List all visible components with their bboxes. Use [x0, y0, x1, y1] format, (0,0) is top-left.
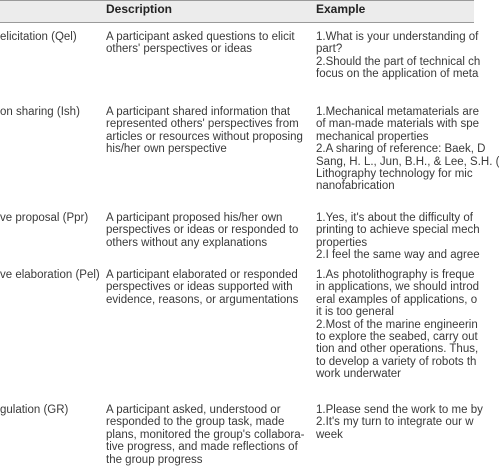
row-gr-description: A participant asked, understood or responded to the group task, made plans, monitored the group's collabora- tive progress, and made reflections of the group progress — [106, 404, 305, 466]
row-pel-code: ve elaboration (Pel) — [0, 269, 100, 281]
top-rule — [0, 0, 474, 1]
row-pel-description: A participant elaborated or responded perspectives or ideas supported with evidence, reasons, or argumentations — [106, 269, 299, 306]
row-ppr-example: 1.Yes, it's about the difficulty of printing to achieve special mech properties 2.I feel the same way and agree — [316, 212, 480, 262]
row-qel-example: 1.What is your understanding of part? 2.Should the part of technical ch focus on the application of meta — [316, 31, 481, 81]
row-ppr-code: ve proposal (Ppr) — [0, 212, 89, 224]
row-ish-example: 1.Mechanical metamaterials are of man-made materials with spe mechanical properties 2.A sharing of reference: Baek, D Sang, H. L., Jun, B.H., & Lee, S.H. ( Lithography technology for mic nanofabrication — [316, 106, 499, 193]
table-header-band — [0, 0, 474, 22]
row-qel-code: elicitation (Qel) — [0, 31, 77, 43]
row-pel-example: 1.As photolithography is freque in applications, we should introd eral examples of applications, o it is too general 2.Most of the marine engineerin to explore the seabed, carry out tion and other operations. Thus, to develop a variety of robots th work underwater — [316, 269, 480, 381]
row-gr-example: 1.Please send the work to me by 2.It's my turn to integrate our w week — [316, 404, 483, 441]
row-ish-code: on sharing (Ish) — [0, 106, 80, 118]
header-rule — [0, 22, 474, 23]
row-gr-code: gulation (GR) — [0, 404, 69, 416]
row-ish-description: A participant shared information that represented others' perspectives from articles or resources without proposing his/her own perspective — [106, 106, 303, 156]
header-description: Description — [106, 2, 173, 16]
row-ppr-description: A participant proposed his/her own perspectives or ideas or responded to others without any explanations — [106, 212, 299, 249]
header-example: Example — [316, 2, 366, 16]
row-qel-description: A participant asked questions to elicit others' perspectives or ideas — [106, 31, 295, 56]
